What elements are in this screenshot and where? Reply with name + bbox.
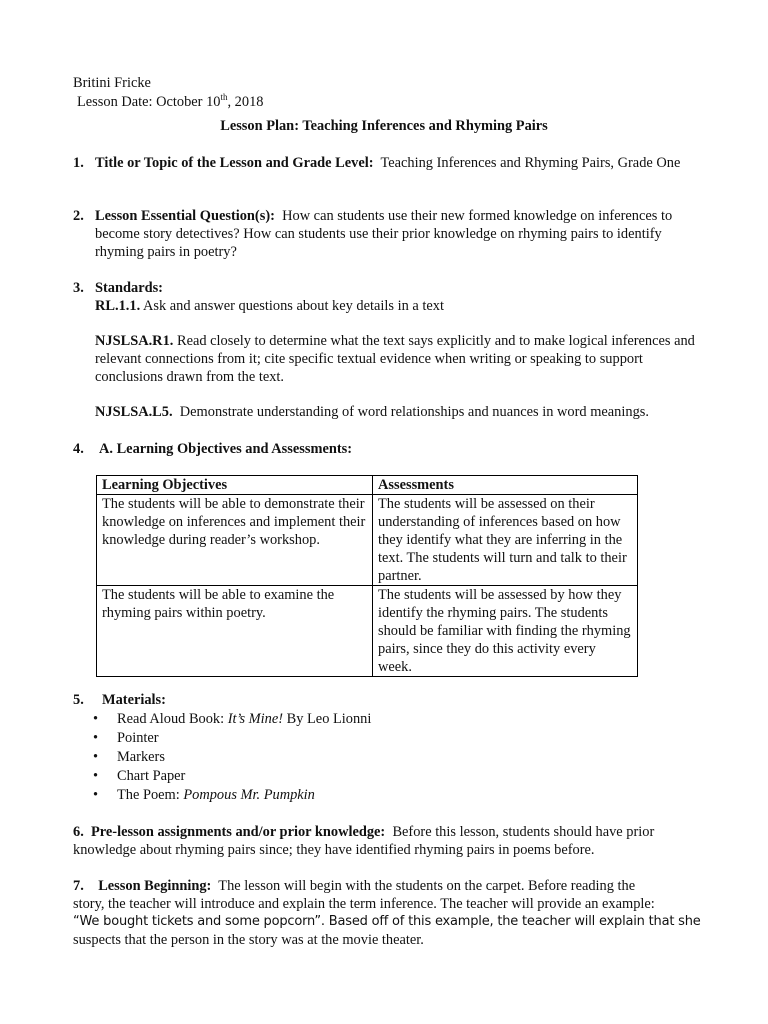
item-text: Read Aloud Book: xyxy=(117,711,228,727)
lesson-date-sup: th xyxy=(220,92,228,103)
table-row xyxy=(97,495,638,586)
section-standards xyxy=(73,279,713,421)
table-header-row xyxy=(97,476,638,495)
lesson-date-suffix: , 2018 xyxy=(227,94,264,110)
list-item xyxy=(73,729,371,748)
document-title: Lesson Plan: Teaching Inferences and Rhyming Pairs xyxy=(220,118,548,134)
item-text: Markers xyxy=(117,749,165,765)
standard-text: Read closely to determine what the text says explicitly and to make logical inferences and relevant connections from it; cite specific textual evidence when writing or speaking to support conclusions drawn from the text. xyxy=(95,333,695,385)
lesson-date xyxy=(77,93,263,111)
section-body xyxy=(95,154,713,172)
standard-item xyxy=(95,403,713,421)
objectives-table xyxy=(96,475,638,677)
table-cell: The students will be able to examine the rhyming pairs within poetry. xyxy=(97,586,373,677)
table-cell: The students will be assessed by how they identify the rhyming pairs. The students should be familiar with finding the rhyming pairs, since they do this activity every week. xyxy=(373,586,638,677)
item-text: Pointer xyxy=(117,730,159,746)
section-line: story, the teacher will introduce and explain the term inference. The teacher will provide an example: xyxy=(73,896,655,912)
section-line: knowledge about rhyming pairs since; they have identified rhyming pairs in poems before. xyxy=(73,842,595,858)
author-name: Britini Fricke xyxy=(73,75,151,91)
section-text: Before this lesson, students should have prior xyxy=(392,824,655,840)
item-text: Chart Paper xyxy=(117,768,186,784)
section-text: How can students use their new formed knowledge on inferences to become story detectives? How can students use their prior knowledge on rhyming pairs to identify rhyming pairs in poetry? xyxy=(95,208,673,260)
section-number: 3. xyxy=(73,280,84,296)
bullet-icon: • xyxy=(93,787,99,803)
section-line: suspects that the person in the story was at the movie theater. xyxy=(73,932,424,948)
standard-item xyxy=(95,297,713,315)
section-number: 1. xyxy=(73,155,84,171)
standard-item xyxy=(95,332,713,386)
section-line xyxy=(73,877,743,895)
item-title: Pompous Mr. Pumpkin xyxy=(183,787,315,803)
section-text: The lesson will begin with the students on the carpet. Before reading the xyxy=(218,878,636,894)
section-prior-knowledge xyxy=(73,823,733,859)
section-body xyxy=(95,207,713,261)
section-number: 6. xyxy=(73,824,84,840)
section-number: 7. xyxy=(73,878,84,894)
materials-list xyxy=(73,710,371,805)
bullet-icon: • xyxy=(93,730,99,746)
lesson-date-prefix: Lesson Date: October 10 xyxy=(77,94,221,110)
section-label: A. Learning Objectives and Assessments: xyxy=(99,441,353,457)
standard-code: NJSLSA.R1. xyxy=(95,333,174,349)
section-line xyxy=(73,823,733,841)
item-title: It’s Mine! xyxy=(227,711,284,727)
standard-code: RL.1.1. xyxy=(95,298,141,314)
column-header-assessments: Assessments xyxy=(373,476,638,495)
list-item xyxy=(73,710,371,729)
bullet-icon: • xyxy=(93,749,99,765)
standard-text: Ask and answer questions about key details in a text xyxy=(143,298,444,314)
section-label: Pre-lesson assignments and/or prior knowledge: xyxy=(91,824,386,840)
section-essential-questions xyxy=(73,207,713,261)
item-text: The Poem: xyxy=(117,787,184,803)
item-suffix: By Leo Lionni xyxy=(283,711,372,727)
section-label: Materials: xyxy=(102,692,166,708)
standard-text: Demonstrate understanding of word relationships and nuances in word meanings. xyxy=(179,404,649,420)
section-materials-heading xyxy=(73,691,713,709)
list-item xyxy=(73,767,371,786)
section-lesson-beginning xyxy=(73,877,743,949)
section-label-text: Standards: xyxy=(95,280,163,296)
section-number: 2. xyxy=(73,208,84,224)
section-label: Title or Topic of the Lesson and Grade Level: xyxy=(95,155,374,171)
list-item xyxy=(73,748,371,767)
table-row xyxy=(97,586,638,677)
section-objectives-heading xyxy=(73,440,713,458)
section-line-quote: “We bought tickets and some popcorn”. Based off of this example, the teacher will explain that she xyxy=(73,914,701,929)
table-cell: The students will be able to demonstrate their knowledge on inferences and implement their knowledge during reader’s workshop. xyxy=(97,495,373,586)
bullet-icon: • xyxy=(93,711,99,727)
section-label: Lesson Essential Question(s): xyxy=(95,208,275,224)
list-item xyxy=(73,786,371,805)
table-cell: The students will be assessed on their understanding of inferences based on how they identify what they are inferring in the text. The students will turn and talk to their partner. xyxy=(373,495,638,586)
standard-code: NJSLSA.L5. xyxy=(95,404,173,420)
section-number: 5. xyxy=(73,692,84,708)
section-number: 4. xyxy=(73,441,84,457)
section-label: Lesson Beginning: xyxy=(98,878,212,894)
section-title-topic xyxy=(73,154,713,172)
bullet-icon: • xyxy=(93,768,99,784)
section-text: Teaching Inferences and Rhyming Pairs, Grade One xyxy=(380,155,681,171)
column-header-objectives: Learning Objectives xyxy=(97,476,373,495)
section-label xyxy=(95,279,713,297)
